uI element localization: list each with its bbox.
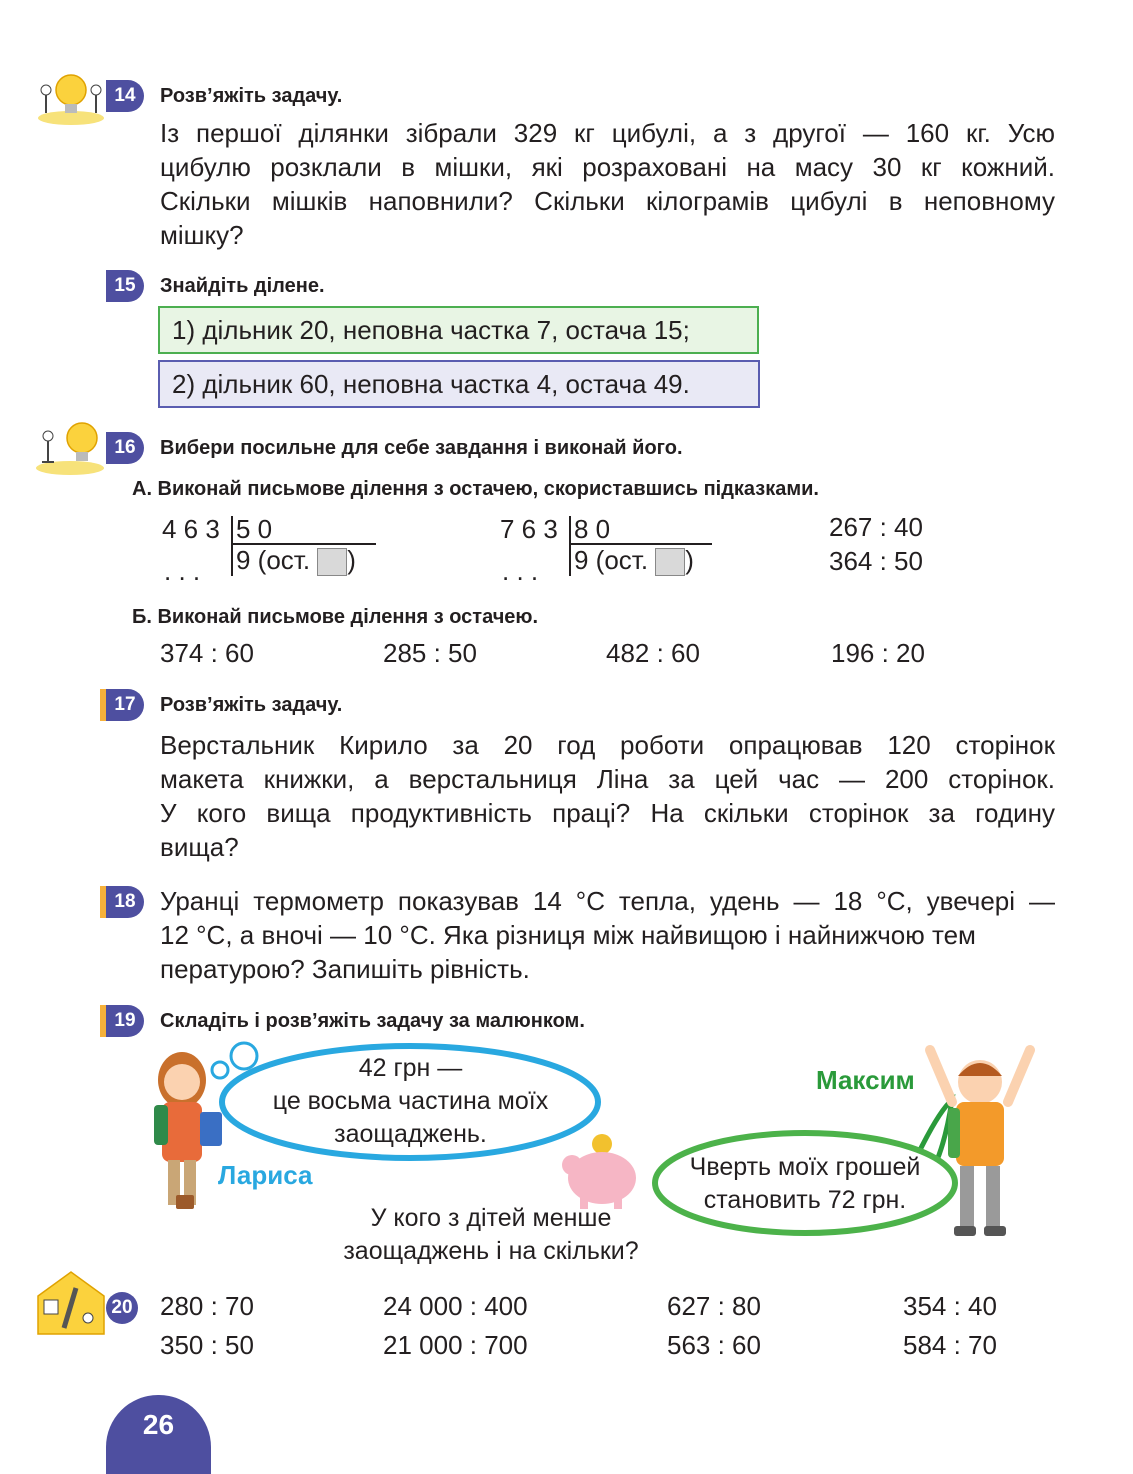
task18-line: Уранці термометр показував 14 °С тепла, удень — 18 °С, увечері —: [160, 886, 1055, 916]
task-number-18: 18: [106, 886, 144, 918]
idea-bulb-icon: [34, 418, 106, 476]
larisa-girl-figure: [154, 1052, 222, 1209]
task20-expr: 280 : 70: [160, 1291, 254, 1321]
task16-expr-b2: 285 : 50: [383, 638, 477, 668]
dividend: 4 6 3: [162, 514, 220, 544]
task14-line: Із першої ділянки зібрали 329 кг цибулі, а з другої — 160 кг. Усю: [160, 118, 1055, 148]
task14-title: Розв’яжіть задачу.: [160, 85, 343, 107]
task14-text: [160, 116, 1055, 252]
task18-line: 12 °С, а вночі — 10 °С. Яка різниця між найвищою і найнижчою тем: [160, 920, 976, 950]
task15-title: Знайдіть ділене.: [160, 275, 325, 297]
divisor: 8 0: [574, 514, 611, 544]
task15-option-1: 1) дільник 20, неповна частка 7, остача 15;: [158, 306, 759, 354]
larisa-bubble-line: це восьма частина моїх: [272, 1087, 549, 1115]
task20-expr: 350 : 50: [160, 1330, 254, 1360]
task20-expr: 584 : 70: [903, 1330, 997, 1360]
continuation-dots: . . .: [164, 556, 201, 586]
task17-line: вища?: [160, 832, 239, 862]
continuation-dots: . . .: [502, 556, 539, 586]
task16-part-b: Б. Виконай письмове ділення з остачею.: [132, 606, 539, 628]
dividend: 7 6 3: [500, 514, 558, 544]
quotient-close: ): [347, 545, 356, 575]
quotient-text: 9 (ост.: [574, 545, 649, 575]
task20-expr: 563 : 60: [667, 1330, 761, 1360]
task16-expr-a1: 267 : 40: [829, 512, 923, 542]
task17-line: макета книжки, а верстальниця Ліна за цей час — 200 сторінок.: [160, 764, 1055, 794]
task20-expr: 21 000 : 700: [383, 1330, 528, 1360]
task16-expr-b1: 374 : 60: [160, 638, 254, 668]
maksym-name: Максим: [816, 1065, 915, 1095]
homework-house-icon: [36, 1268, 106, 1336]
task14-line: цибулю розклали в мішки, які розраховані на масу 30 кг кожний.: [160, 152, 1055, 182]
task14-line: мішку?: [160, 220, 244, 250]
task20-expr: 24 000 : 400: [383, 1291, 528, 1321]
task19-title: Складіть і розв’яжіть задачу за малюнком.: [160, 1010, 585, 1032]
page-number: 26: [106, 1395, 211, 1474]
long-division-1: [160, 512, 390, 588]
task-number-17: 17: [106, 689, 144, 721]
larisa-bubble-line: 42 грн —: [358, 1054, 463, 1082]
maksym-speech-bubble: [660, 1151, 950, 1217]
task-number-15: 15: [106, 270, 144, 302]
task14-line: Скільки мішків наповнили? Скільки кілограмів цибулі в неповному: [160, 186, 1055, 216]
maksym-bubble-line: Чверть моїх грошей: [689, 1153, 921, 1181]
task16-expr-b4: 196 : 20: [831, 638, 925, 668]
task18-line: пературою? Запишіть рівність.: [160, 954, 530, 984]
long-division-2: [498, 512, 728, 588]
task19-question: [306, 1202, 676, 1268]
task16-part-a: А. Виконай письмове ділення з остачею, скориставшись підказками.: [132, 478, 819, 500]
task17-title: Розв’яжіть задачу.: [160, 694, 343, 716]
larisa-speech-bubble: [228, 1052, 593, 1151]
task16-title: Вибери посильне для себе завдання і виконай його.: [160, 437, 683, 459]
quotient: [574, 545, 694, 576]
task16-expr-b3: 482 : 60: [606, 638, 700, 668]
task17-line: У кого вища продуктивність праці? На скільки сторінок за годину: [160, 798, 1055, 828]
larisa-bubble-line: заощаджень.: [334, 1120, 487, 1148]
idea-bulb-icon: [36, 68, 106, 126]
remainder-blank-box: [317, 548, 347, 576]
larisa-name: Лариса: [218, 1160, 313, 1190]
task16-expr-a2: 364 : 50: [829, 546, 923, 576]
remainder-blank-box: [655, 548, 685, 576]
task-number-16: 16: [106, 432, 144, 464]
task19-question-line: заощаджень і на скільки?: [343, 1237, 639, 1265]
maksym-bubble-line: становить 72 грн.: [703, 1186, 907, 1214]
task19-question-line: У кого з дітей менше: [370, 1204, 612, 1232]
task17-text: [160, 728, 1055, 864]
divisor: 5 0: [236, 514, 273, 544]
task-number-20: 20: [106, 1292, 138, 1324]
task20-expr: 627 : 80: [667, 1291, 761, 1321]
quotient-text: 9 (ост.: [236, 545, 311, 575]
task17-line: Верстальник Кирило за 20 год роботи опрацював 120 сторінок: [160, 730, 1055, 760]
task-number-14: 14: [106, 80, 144, 112]
task18-text: [160, 884, 1055, 986]
quotient-close: ): [685, 545, 694, 575]
task20-expr: 354 : 40: [903, 1291, 997, 1321]
quotient: [236, 545, 356, 576]
task15-option-2: 2) дільник 60, неповна частка 4, остача 49.: [158, 360, 760, 408]
task-number-19: 19: [106, 1005, 144, 1037]
